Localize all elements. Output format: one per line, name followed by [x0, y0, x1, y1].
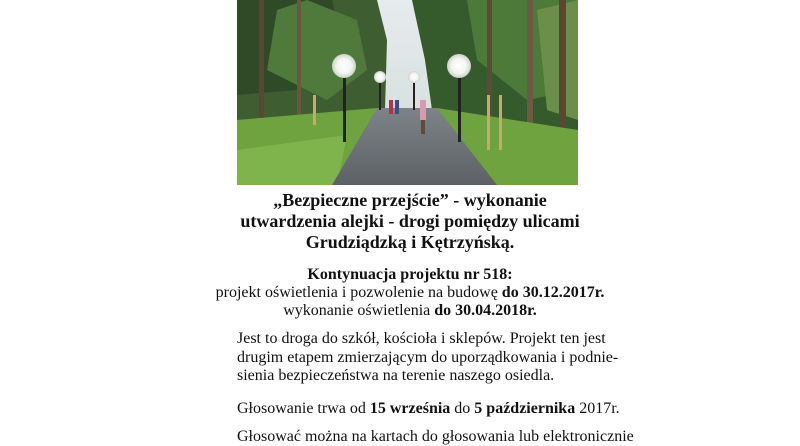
title-line: utwardzenia alejki - drogi pomiędzy ulicami [240, 211, 580, 231]
description-line: Jest to droga do szkół, kościoła i sklepów. Projekt ten jest [237, 330, 606, 347]
voting-method: Głosować można na kartach do głosowania lub elektronicznie [237, 428, 634, 445]
project-description [237, 330, 657, 386]
description-line: sienia bezpieczeństwa na terenie naszego osiedla. [237, 367, 555, 384]
continuation-date: do 30.04.2018r. [434, 302, 537, 319]
title-line: „Bezpieczne przejście” - wykonanie [273, 190, 547, 210]
voting-mid: do [450, 400, 475, 417]
continuation-text: projekt oświetlenia i pozwolenie na budowę [215, 284, 502, 301]
continuation-date: do 30.12.2017r. [501, 284, 605, 301]
continuation-heading: Kontynuacja projektu nr 518: [307, 266, 513, 283]
voting-period [237, 400, 697, 418]
title-line: Grudziądzką i Kętrzyńską. [305, 232, 515, 252]
voting-start-date: 15 września [369, 400, 451, 417]
continuation-line [150, 284, 670, 302]
park-alley-photo [237, 0, 578, 185]
continuation-text: wykonanie oświetlenia [283, 302, 435, 319]
project-title [200, 190, 620, 253]
voting-suffix: 2017r. [575, 400, 620, 417]
park-alley-photo-icon [237, 0, 578, 185]
description-line: drugim etapem zmierzającym do uporządkowania i podnie- [237, 348, 619, 366]
continuation-line [150, 302, 670, 320]
continuation-block [150, 266, 670, 320]
voting-prefix: Głosowanie trwa od [237, 400, 370, 417]
voting-end-date: 5 października [474, 400, 576, 417]
